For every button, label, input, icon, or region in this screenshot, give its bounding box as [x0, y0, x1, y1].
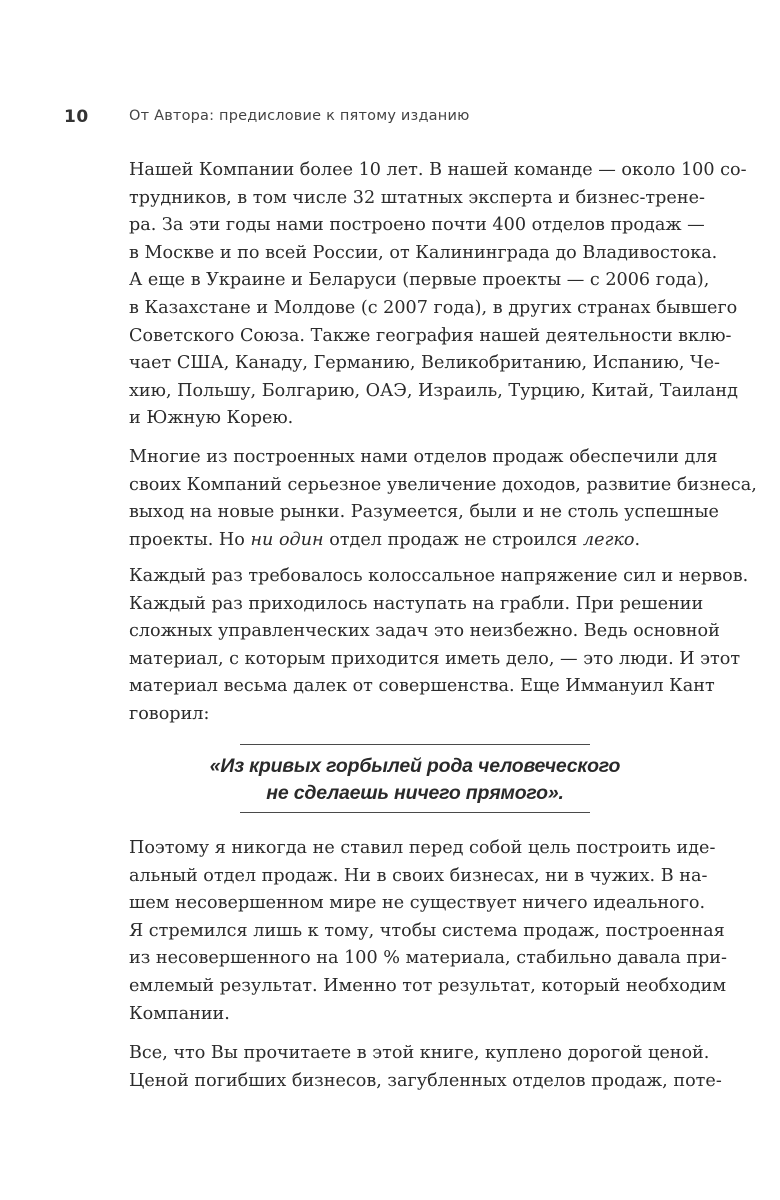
- text-line: трудников, в том числе 32 штатных эксперта и бизнес-трене-: [129, 187, 705, 208]
- text-line: в Казахстане и Молдове (с 2007 года), в других странах бывшего: [129, 297, 738, 318]
- text-line: А еще в Украине и Беларуси (первые проекты — с 2006 года),: [129, 270, 710, 291]
- paragraph-2: [129, 444, 757, 554]
- text-run: проекты. Но: [129, 529, 251, 550]
- quote-line: не сделаешь ничего прямого».: [266, 782, 564, 804]
- paragraph-1: [129, 157, 747, 433]
- text-line: Все, что Вы прочитаете в этой книге, куплено дорогой ценой.: [129, 1043, 710, 1063]
- text-line: хию, Польшу, Болгарию, ОАЭ, Израиль, Турцию, Китай, Таиланд: [129, 380, 738, 401]
- text-line: емлемый результат. Именно тот результат, который необходим: [129, 975, 727, 996]
- paragraph-5: [129, 1040, 722, 1095]
- text-line: альный отдел продаж. Ни в своих бизнесах, ни в чужих. В на-: [129, 865, 708, 886]
- text-line: Ценой погибших бизнесов, загубленных отделов продаж, поте-: [129, 1070, 722, 1091]
- text-line: Каждый раз требовалось колоссальное напряжение сил и нервов.: [129, 566, 749, 586]
- text-line: говорил:: [129, 703, 210, 724]
- text-line: выход на новые рынки. Разумеется, были и не столь успешные: [129, 502, 719, 523]
- text-line: Я стремился лишь к тому, чтобы система продаж, построенная: [129, 920, 725, 941]
- running-title: От Автора: предисловие к пятому изданию: [129, 108, 470, 124]
- paragraph-3: [129, 563, 749, 729]
- text-run: .: [634, 529, 641, 550]
- text-line: Советского Союза. Также география нашей деятельности вклю-: [129, 325, 732, 346]
- paragraph-4: [129, 835, 727, 1028]
- quote-text: [195, 753, 635, 807]
- emphasis-text: легко: [582, 529, 635, 550]
- text-line: сложных управленческих задач это неизбежно. Ведь основной: [129, 621, 720, 642]
- text-line: ра. За эти годы нами построено почти 400 отделов продаж —: [129, 215, 705, 236]
- text-line: Каждый раз приходилось наступать на грабли. При решении: [129, 593, 704, 614]
- text-line: материал весьма далек от совершенства. Еще Иммануил Кант: [129, 676, 715, 697]
- text-line: и Южную Корею.: [129, 408, 294, 429]
- text-line: в Москве и по всей России, от Калининграда до Владивостока.: [129, 242, 718, 263]
- quote-top-rule: [240, 744, 590, 745]
- page-number: 10: [64, 107, 89, 127]
- emphasis-text: ни один: [250, 529, 324, 550]
- text-line: Поэтому я никогда не ставил перед собой цель построить иде-: [129, 838, 716, 858]
- quote-bottom-rule: [240, 812, 590, 813]
- running-head: [0, 107, 780, 131]
- text-line: материал, с которым приходится иметь дело, — это люди. И этот: [129, 648, 741, 669]
- text-line: из несовершенного на 100 % материала, стабильно давала при-: [129, 948, 727, 969]
- text-line: [129, 527, 702, 555]
- text-line: чает США, Канаду, Германию, Великобританию, Испанию, Че-: [129, 353, 720, 374]
- text-line: своих Компаний серьезное увеличение доходов, развитие бизнеса,: [129, 474, 757, 495]
- text-line: шем несовершенном мире не существует ничего идеального.: [129, 893, 706, 914]
- text-line: Многие из построенных нами отделов продаж обеспечили для: [129, 447, 718, 467]
- text-run: отдел продаж не строился: [323, 529, 583, 550]
- epigraph-quote: [209, 744, 621, 814]
- text-line: Нашей Компании более 10 лет. В нашей команде — около 100 со-: [129, 160, 747, 180]
- text-line: Компании.: [129, 1003, 230, 1024]
- quote-line: «Из кривых горбылей рода человеческого: [209, 755, 621, 777]
